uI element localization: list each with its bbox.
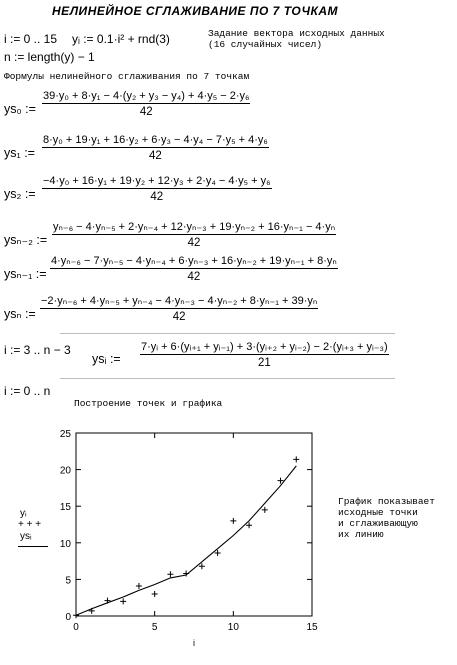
legend-series-line: ysᵢ: [20, 531, 32, 542]
formula-denominator: 42: [187, 237, 201, 249]
data-point: [293, 456, 299, 462]
formula-fraction: [48, 254, 340, 283]
formula-denominator: 42: [149, 150, 162, 162]
data-point: [230, 518, 236, 524]
formula-numerator: 4·yₙ₋₆ − 7·yₙ₋₅ − 4·yₙ₋₄ + 6·yₙ₋₃ + 16·yₙ₋₂ + 19·yₙ₋₁ + 8·yₙ: [51, 255, 337, 267]
formula-numerator: 8·y₀ + 19·y₁ + 16·y₂ + 6·y₃ − 4·y₄ − 7·y₅ + 4·y₆: [43, 134, 268, 146]
general-denominator: 21: [257, 357, 271, 369]
side-note-line: исходные точки: [338, 507, 418, 518]
side-note: [338, 496, 435, 540]
data-point: [262, 507, 268, 513]
formula-fraction: [40, 175, 274, 203]
general-range: i := 3 .. n − 3: [4, 343, 71, 357]
plot-frame: [76, 433, 312, 616]
formula-denominator: 42: [172, 311, 186, 323]
formula-fraction: [38, 294, 320, 323]
side-note-line: График показывает: [338, 496, 435, 507]
y-tick-label: 0: [65, 612, 71, 623]
y-tick-label: 25: [59, 429, 71, 440]
formula-numerator: 39·y₀ + 8·y₁ − 4·(y₂ + y₃ − y₄) + 4·y₅ − 2·y₆: [43, 90, 250, 102]
formula-lhs: ys₂ :=: [4, 187, 36, 201]
general-lhs: ysᵢ :=: [92, 352, 121, 366]
formula-lhs: ysₙ₋₂ :=: [4, 233, 48, 247]
length-definition: n := length(y) − 1: [4, 50, 95, 64]
x-tick-label: 0: [73, 622, 79, 633]
formula-fraction: [40, 134, 271, 162]
x-tick-label: 10: [227, 622, 239, 633]
x-tick-label: 15: [306, 622, 318, 633]
y-tick-label: 15: [59, 502, 71, 514]
general-fraction: [138, 340, 391, 369]
formula-fraction: [40, 90, 252, 118]
data-point: [136, 583, 142, 589]
formula-lhs: ys₁ :=: [4, 146, 35, 160]
chart: [0, 420, 330, 655]
formulas-heading: Формулы нелинейного сглаживания по 7 точкам: [4, 71, 250, 82]
formula-numerator: −2·yₙ₋₆ + 4·yₙ₋₅ + yₙ₋₄ − 4·yₙ₋₃ − 4·yₙ₋₂ + 8·yₙ₋₁ + 39·yₙ: [41, 295, 318, 307]
definition-note-line: Задание вектора исходных данных: [208, 28, 385, 39]
plot-heading: Построение точек и графика: [74, 398, 223, 409]
divider: [60, 333, 395, 334]
formula-lhs: ys₀ :=: [4, 102, 36, 116]
legend-series-points: yᵢ: [20, 508, 27, 519]
range-definition: i := 0 .. 15: [4, 32, 58, 46]
side-note-line: и сглаживающую: [338, 518, 418, 529]
general-numerator: 7·yᵢ + 6·(yᵢ₊₁ + yᵢ₋₁) + 3·(yᵢ₊₂ + yᵢ₋₂) − 2·(yᵢ₊₃ + yᵢ₋₃): [141, 341, 388, 353]
definition-note-line: (16 случайных чисел): [208, 39, 323, 50]
data-point: [152, 591, 158, 597]
data-point: [120, 598, 126, 604]
formula-denominator: 42: [187, 271, 201, 283]
formula-denominator: 42: [150, 191, 164, 203]
side-note-line: их линию: [338, 529, 384, 540]
data-point: [167, 571, 173, 577]
page-title: НЕЛИНЕЙНОЕ СГЛАЖИВАНИЕ ПО 7 ТОЧКАМ: [52, 4, 339, 18]
y-tick-label: 5: [65, 575, 71, 587]
x-axis-label: i: [193, 638, 195, 648]
formula-lhs: ysₙ₋₁ :=: [4, 267, 47, 281]
divider: [60, 378, 395, 379]
plot-range: i := 0 .. n: [4, 384, 51, 398]
formula-fraction: [50, 220, 338, 249]
definition-note: [208, 28, 385, 50]
smoothed-line: [76, 466, 296, 615]
formula-numerator: −4·y₀ + 16·y₁ + 19·y₂ + 12·y₃ + 2·y₄ − 4·y₅ + y₆: [43, 175, 271, 187]
x-tick-label: 5: [151, 622, 158, 633]
formula-denominator: 42: [139, 106, 153, 118]
vector-definition: yᵢ := 0.1·i² + rnd(3): [72, 32, 170, 46]
legend-points-marker: + + +: [18, 519, 42, 530]
y-tick-label: 20: [59, 465, 71, 477]
formula-numerator: yₙ₋₆ − 4·yₙ₋₅ + 2·yₙ₋₄ + 12·yₙ₋₃ + 19·yₙ₋₂ + 16·yₙ₋₁ − 4·yₙ: [53, 221, 336, 233]
y-tick-label: 10: [59, 538, 71, 550]
formula-lhs: ysₙ :=: [4, 307, 36, 321]
